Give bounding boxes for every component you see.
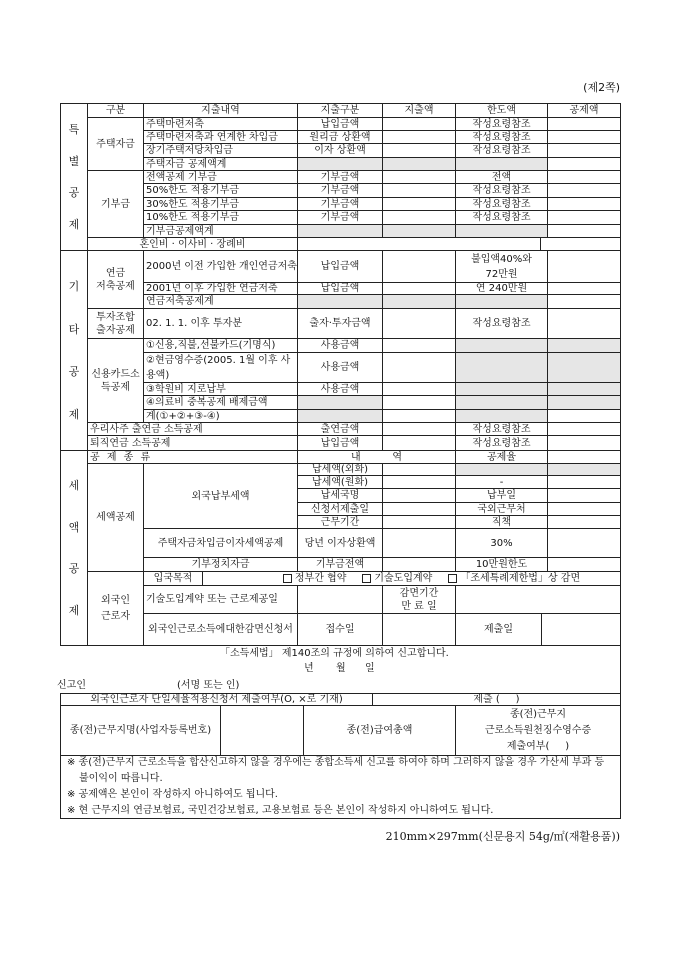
foreign-tax-value[interactable] [382,515,456,529]
label-line: 연금 [105,267,126,279]
shaded-cell [547,382,621,396]
shaded-cell [297,409,383,423]
declaration-statement: 「소득세법」 제140조의 규정에 의하여 신고합니다. [220,648,449,659]
foreign-tax-rate: - [455,475,548,489]
flat-rate-submission-field[interactable]: 제출 ( ) [372,693,621,706]
amount-field[interactable] [382,170,456,184]
housing-interest-rate: 30% [455,528,548,558]
donation-limit: 작성요령참조 [455,210,548,225]
option-government-agreement[interactable] [283,572,346,585]
donation-total-label: 기부금공제액계 [143,224,298,238]
section-char: 별 [68,154,80,168]
received-date-field[interactable] [382,613,456,646]
label-line: 근로자 [101,610,130,622]
investment-type: 출자·투자금액 [297,308,383,339]
deduction-field[interactable] [547,528,621,558]
shaded-cell [455,395,548,410]
housing-interest-label: 주택자금차입금이자세액공제 [143,528,298,558]
card-type: 사용금액 [297,352,383,383]
option-technology-contract[interactable] [362,572,432,585]
label-line: 감면기간 [399,587,439,599]
housing-limit: 작성요령참조 [455,130,548,144]
label-line: 만 료 일 [401,600,437,612]
amount-field[interactable] [382,308,456,339]
pension-item: 2001년 이후 가입한 연금저축 [143,282,298,295]
shaded-cell [455,338,548,353]
esop-item: 우리사주 출연금 소득공제 [87,422,298,436]
donation-type: 기부금액 [297,183,383,198]
amount-field[interactable] [382,409,456,423]
section-char: 공 [68,365,80,379]
political-rate: 10만원한도 [455,557,548,572]
deduction-field[interactable] [547,308,621,339]
section-char: 공 [68,562,80,576]
header-credit-kind: 공 제 종 류 [87,450,298,464]
foreign-tax-field: 납세국명 [297,488,383,503]
housing-interest-field: 당년 이자상환액 [297,528,383,558]
header-type: 지출구분 [297,103,383,118]
amount-field[interactable] [382,183,456,198]
housing-item: 주택마련저축과 연계한 차입금 [143,130,298,144]
card-item: ③학원비 지로납부 [143,382,298,396]
amount-field[interactable] [382,435,456,451]
card-item: ②현금영수증(2005. 1월 이후 사용액) [143,352,298,383]
esop-limit: 작성요령참조 [455,422,548,436]
deduction-field[interactable] [547,224,621,238]
donation-limit: 작성요령참조 [455,197,548,211]
header-credit-rate: 공제율 [455,450,548,464]
donation-item: 전액공제 기부금 [143,170,298,184]
tax-credit-group-label: 세액공제 [87,463,144,572]
deduction-field[interactable] [547,450,621,464]
amount-field[interactable] [297,237,541,251]
exemption-application-label: 외국인근로소득에대한감면신청서 [143,613,298,646]
housing-item: 장기주택저당차입금 [143,143,298,158]
foreign-tax-value[interactable] [382,502,456,516]
amount-field[interactable] [382,130,456,144]
amount-field[interactable] [382,395,456,410]
foreign-tax-value[interactable] [382,488,456,503]
esop-type: 출연금액 [297,422,383,436]
tax-credit-section-label [60,450,88,646]
foreign-tax-rate: 국외근무처 [455,502,548,516]
housing-limit: 작성요령참조 [455,117,548,131]
shaded-cell [382,157,456,171]
housing-type: 이자 상환액 [297,143,383,158]
checkbox-icon[interactable] [362,574,371,583]
previous-receipt-label [455,705,621,756]
housing-limit: 작성요령참조 [455,143,548,158]
card-type: 사용금액 [297,338,383,353]
label-line: 근로소득원천징수영수증 [484,724,592,736]
card-group-label: 신용카드소득공제 [87,338,144,423]
label-line: 종(전)근무지 [509,708,567,720]
pension-type: 납입금액 [297,250,383,283]
header-amount: 지출액 [382,103,456,118]
notes-block [60,755,621,819]
header-credit-detail: 내 역 [297,450,456,464]
housing-item: 주택마련저축 [143,117,298,131]
section-char: 세 [68,479,80,493]
note-item: ※ 공제액은 본인이 작성하지 아니하여도 됩니다. [67,789,278,800]
section-char: 타 [68,322,80,336]
deduction-field[interactable] [547,117,621,131]
section-char: 제 [68,603,80,617]
shaded-cell [297,224,383,238]
declaration-month: 월 [336,663,346,674]
political-field: 기부금전액 [297,557,383,572]
deduction-field[interactable] [547,488,621,503]
card-total-label: 계(①+②+③-④) [143,409,298,423]
other-deduction-section-label [60,250,88,451]
housing-total-label: 주택자금 공제액계 [143,157,298,171]
declaration-year: 년 [304,663,314,674]
housing-type: 납입금액 [297,117,383,131]
shaded-cell [382,294,456,309]
label-line: 투자조합 [96,311,135,323]
deduction-field[interactable] [547,435,621,451]
declaration-day: 일 [365,663,375,674]
donation-item: 30%한도 적용기부금 [143,197,298,211]
deduction-field[interactable] [547,210,621,225]
contract-date-field[interactable] [297,585,383,614]
note-item: ※ 종(전)근무지 근로소득을 합산신고하지 않을 경우에는 종합소득세 신고를 하여야 하며 그러하지 않을 경우 가산세 부과 등 불이익이 따릅니다. [67,757,605,784]
option-label: 기술도입계약 [374,573,433,584]
donation-group-label: 기부금 [87,170,144,238]
pension-type: 납입금액 [297,282,383,295]
limit-line: 72만원 [485,268,518,280]
deduction-field[interactable] [547,250,621,283]
amount-field[interactable] [382,210,456,225]
amount-field[interactable] [382,117,456,131]
donation-type: 기부금액 [297,197,383,211]
foreign-tax-label: 외국납부세액 [143,463,298,529]
deduction-field[interactable] [540,237,621,251]
housing-type: 원리금 상환액 [297,130,383,144]
option-label: 「조세특례제한법」상 감면 [460,573,581,584]
donation-limit: 작성요령참조 [455,183,548,198]
limit-line: 불입액40%와 [471,253,532,265]
deduction-field[interactable] [547,183,621,198]
entry-purpose-options [202,571,621,586]
donation-type: 기부금액 [297,210,383,225]
shaded-cell [297,395,383,410]
deduction-field[interactable] [547,557,621,572]
amount-field[interactable] [382,352,456,383]
investment-group-label [87,308,144,339]
political-value[interactable] [382,557,456,572]
amount-field[interactable] [382,422,456,436]
political-label: 기부정치자금 [143,557,298,572]
section-char: 기 [68,280,80,294]
foreign-tax-field: 납세액(외화) [297,463,383,476]
deduction-field[interactable] [547,157,621,171]
paper-spec-footer: 210mm×297mm(신문용지 54g/㎡(재활용품)) [385,830,620,843]
pension-limit: 연 240만원 [455,282,548,295]
shaded-cell [382,224,456,238]
header-deduction: 공제액 [547,103,621,118]
deduction-field[interactable] [547,502,621,516]
section-char: 공 [68,186,80,200]
card-type: 사용금액 [297,382,383,396]
contract-date-label: 기술도입계약 또는 근로제공일 [143,585,298,614]
shaded-cell [455,352,548,383]
investment-limit: 작성요령참조 [455,308,548,339]
deduction-field[interactable] [547,130,621,144]
checkbox-icon[interactable] [448,574,457,583]
amount-field[interactable] [382,197,456,211]
section-char: 제 [68,407,80,421]
deduction-field[interactable] [547,409,621,423]
pension-item: 2000년 이전 가입한 개인연금저축 [143,250,298,283]
foreign-tax-field: 납세액(원화) [297,475,383,489]
shaded-cell [297,157,383,171]
card-item: ④의료비 중복공제 배제금액 [143,395,298,410]
previous-workplace-field[interactable] [220,705,304,756]
foreign-tax-value[interactable] [382,475,456,489]
pension-group-label [87,250,144,309]
shaded-cell [455,224,548,238]
shaded-cell [547,395,621,410]
flat-rate-label: 외국인근로자 단일세율적용신청서 제출여부(O, ×로 기재) [60,693,373,706]
donation-item: 50%한도 적용기부금 [143,183,298,198]
note-item: ※ 현 근무지의 연금보험료, 국민건강보험료, 고용보험료 등은 본인이 작성하지 아니하여도 됩니다. [67,805,494,816]
submitted-date-label: 제출일 [455,613,542,646]
donation-type: 기부금액 [297,170,383,184]
deduction-field[interactable] [547,422,621,436]
deduction-field[interactable] [547,294,621,309]
retirement-item: 퇴직연금 소득공제 [87,435,298,451]
label-line: 저축공제 [96,280,135,292]
page-number-label: (제2쪽) [583,81,620,94]
amount-field[interactable] [382,382,456,396]
option-label: 정부간 협약 [294,573,347,584]
label-line: 외국인 [101,594,130,606]
previous-total-pay-label: 종(전)급여총액 [303,705,456,756]
received-date-label: 접수일 [297,613,383,646]
retirement-limit: 작성요령참조 [455,435,548,451]
exemption-expiry-field[interactable] [455,585,621,614]
deduction-field[interactable] [547,475,621,489]
amount-field[interactable] [382,338,456,353]
amount-field[interactable] [382,143,456,158]
shaded-cell [547,338,621,353]
shaded-cell [297,294,383,309]
declaration-block [57,645,621,694]
shaded-cell [455,409,548,423]
deduction-field[interactable] [547,143,621,158]
shaded-cell [455,294,548,309]
label-line: 제출여부( ) [506,740,570,752]
header-item: 지출내역 [143,103,298,118]
section-char: 특 [68,122,80,136]
entry-purpose-label: 입국목적 [143,571,203,586]
header-limit: 한도액 [455,103,548,118]
shaded-cell [455,382,548,396]
checkbox-icon[interactable] [283,574,292,583]
foreign-tax-rate: 직책 [455,515,548,529]
label-line: 출자공제 [96,324,135,336]
deduction-field[interactable] [547,515,621,529]
housing-group-label: 주택자금 [87,117,144,171]
shaded-cell [547,352,621,383]
signature-label: (서명 또는 인) [177,680,240,691]
card-item: ①신용,직불,선불카드(기명식) [143,338,298,353]
header-category: 구분 [87,103,144,118]
investment-item: 02. 1. 1. 이후 투자분 [143,308,298,339]
retirement-type: 납입금액 [297,435,383,451]
deduction-field[interactable] [547,170,621,184]
pension-total-label: 연금저축공제계 [143,294,298,309]
housing-interest-value[interactable] [382,528,456,558]
exemption-expiry-label [382,585,456,614]
amount-field[interactable] [382,250,456,283]
foreign-tax-rate: 납부일 [455,488,548,503]
previous-workplace-label: 종(전)근무지명(사업자등록번호) [60,705,221,756]
foreign-worker-group-label [87,571,144,646]
donation-item: 10%한도 적용기부금 [143,210,298,225]
section-char: 액 [68,520,80,534]
foreign-tax-field: 근무기간 [297,515,383,529]
foreign-tax-field: 신청서제출일 [297,502,383,516]
shaded-cell [455,157,548,171]
marriage-moving-funeral-label: 혼인비 · 이사비 · 장례비 [87,237,298,251]
pension-limit [455,250,548,283]
submitted-date-field[interactable] [541,613,621,646]
donation-limit: 전액 [455,170,548,184]
deduction-field[interactable] [547,197,621,211]
section-char: 제 [68,218,80,232]
option-tax-exemption-act[interactable] [448,572,580,585]
reporter-label: 신고인 [57,680,86,691]
special-deduction-section-label [60,103,88,251]
